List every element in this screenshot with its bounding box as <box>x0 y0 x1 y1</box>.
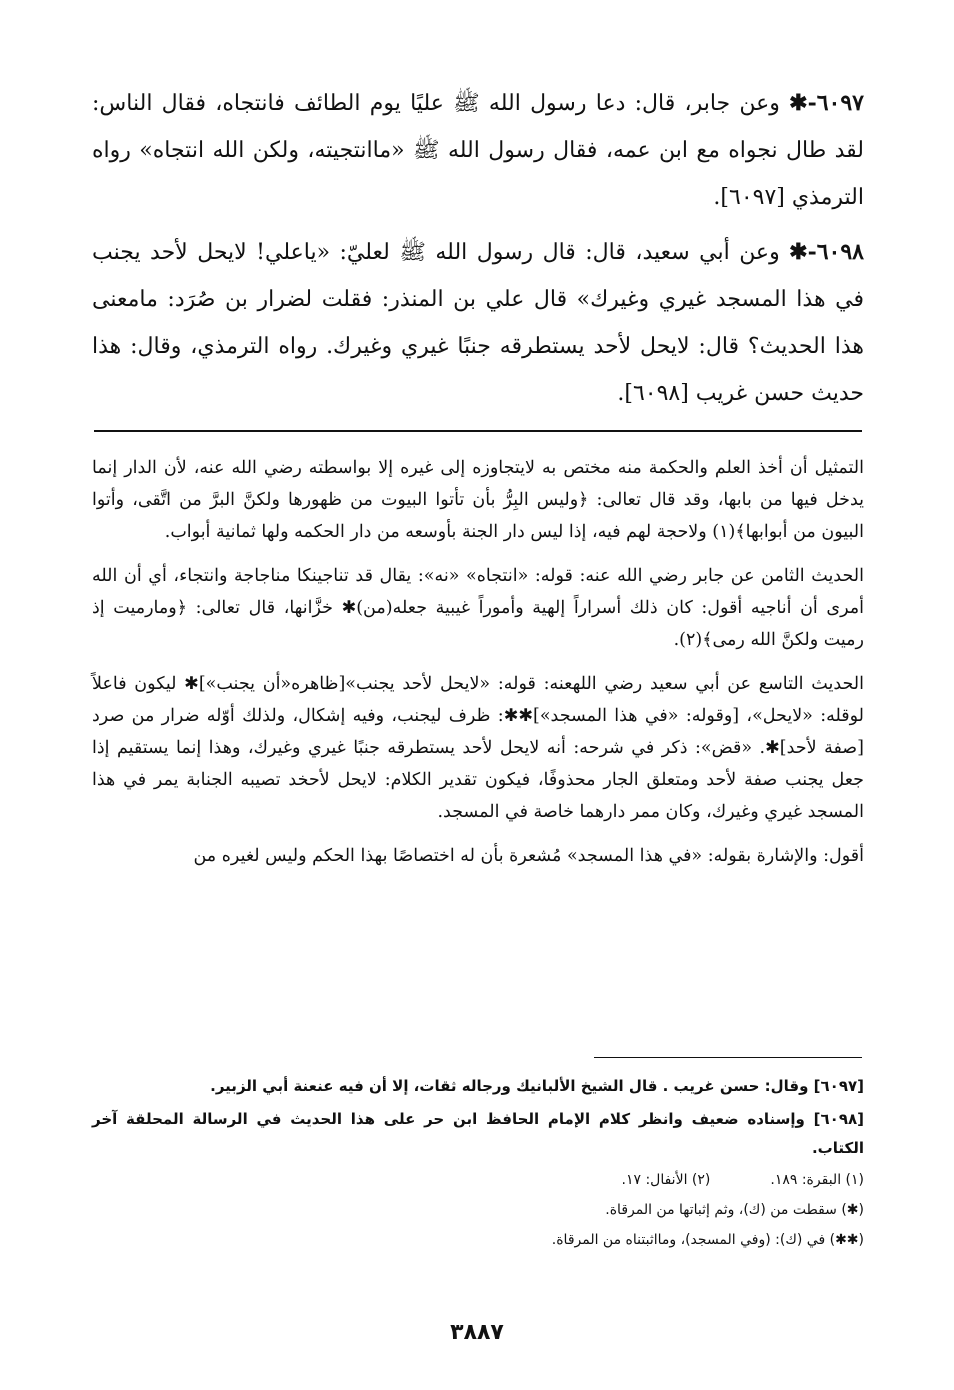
divider-main <box>94 430 862 432</box>
takhrij-note-6097: [٦٠٩٧] وقال: حسن غريب . قال الشيخ الألبانيك ورجاله ثقات، إلا أن فيه عنعنة أبي الزبير. <box>210 1077 864 1095</box>
footnote-1: (١) البقرة: ١٨٩. <box>770 1172 864 1188</box>
hadith-number: ٦٠٩٨-✱ <box>789 239 864 265</box>
footnote-2: (٢) الأنفال: ١٧. <box>621 1172 711 1188</box>
footnote-double-star: (✱✱) في (ك): (وفي المسجد)، ومااثبتناه من المرقاة. <box>551 1232 864 1248</box>
footnote-star: (✱) سقطت من (ك)، وثم إثباتها من المرقاة. <box>605 1202 864 1218</box>
hadith-6097 <box>92 80 864 221</box>
hadith-text: وعن جابر، قال: دعا رسول الله ﷺ عليًا يوم الطائف فانتجاه، فقال الناس: لقد طال نجواه مع ابن عمه، فقال رسول الله ﷺ «ماانتجيته، ولكن الله انتجاه» رواه الترمذي [٦٠٩٧]. <box>92 91 864 210</box>
page-number: ٣٨٨٧ <box>450 1320 504 1345</box>
commentary-section <box>92 452 864 884</box>
commentary-paragraph: الحديث الثامن عن جابر رضي الله عنه: قوله: «انتجاه» «نه»: يقال قد تناجينكا مناجاجة وانتجاء، أي أن الله أمرى أن أناجيه أقول: كان ذلك أسراراً إلهية وأموراً غيبية جعله(من)✱ خزَّانها، قال تعالى: ﴿ومارميت إذ رميت ولكنَّ الله رمى﴾(٢). <box>92 566 864 650</box>
takhrij-note-6098: [٦٠٩٨] وإسناده ضعيف وانظر كلام الإمام الحافظ ابن حر على هذا الحديث في الرسالة المحلقة آخر الكتاب. <box>92 1110 864 1157</box>
footnote-row <box>92 1167 864 1193</box>
commentary-paragraph: أقول: والإشارة بقوله: «في هذا المسجد» مُشعرة بأن له اختصاصًا بهذا الحكم وليس لغيره من <box>193 846 864 866</box>
hadith-text: وعن أبي سعيد، قال: قال رسول الله ﷺ لعليّ: «ياعلي! لايحل لأحد يجنب في هذا المسجد غيري وغيرك» قال علي بن المنذر: فقلت لضرار بن صُرَد: مامعنى هذا الحديث؟ قال: لايحل لأحد يستطرقه جنبًا غيري وغيرك. رواه الترمذي، وقال: هذا حديث حسن غريب [٦٠٩٨]. <box>92 240 864 406</box>
commentary-paragraph: التمثيل أن أخذ العلم والحكمة منه مختص به لايتجاوزه إلى غيره إلا بواسطته رضي الله عنه، لأن الدار إنما يدخل فيها من بابها، وقد قال تعالى: ﴿وليس البِرُّ بأن تأتوا البيوت من ظهورها ولكنَّ البرَّ من اتَّقى، وأتوا البيون من أبوابها﴾(١) ولاحجة لهم فيه، إذا ليس دار الجنة بأوسعه من دار الحكمه ولها ثمانية أبواب. <box>92 458 864 542</box>
hadith-6098 <box>92 229 864 417</box>
commentary-paragraph: الحديث التاسع عن أبي سعيد رضي اللهعنه: قوله: «لايحل لأحد يجنب»[ظاهره«أن يجنب»]✱ ليكون فاعلاً لوقله: «لايحل»، [وقوله: «في هذا المسجد»]✱✱: ظرف ليجنب، وفيه إشكال، ولذلك أوّله ضرار من صرد [صفة لأحد]✱. «قض»: ذكر في شرحه: أنه لايحل لأحد يستطرقه جنبًا غيري وغيرك، وهذا إنما يستقيم إذا جعل يجنب صفة لأحد ومتعلق الجار محذوفًا، فيكون تقدير الكلام: لايحل لأحخد تصيبه الجنابة يمر في هذا المسجد غيري وغيرك، وكان ممر دارهما خاصة في المسجد. <box>92 674 864 822</box>
divider-notes <box>594 1057 862 1058</box>
main-text <box>92 80 864 417</box>
hadith-number: ٦٠٩٧-✱ <box>789 90 864 116</box>
notes-section <box>92 1072 864 1257</box>
